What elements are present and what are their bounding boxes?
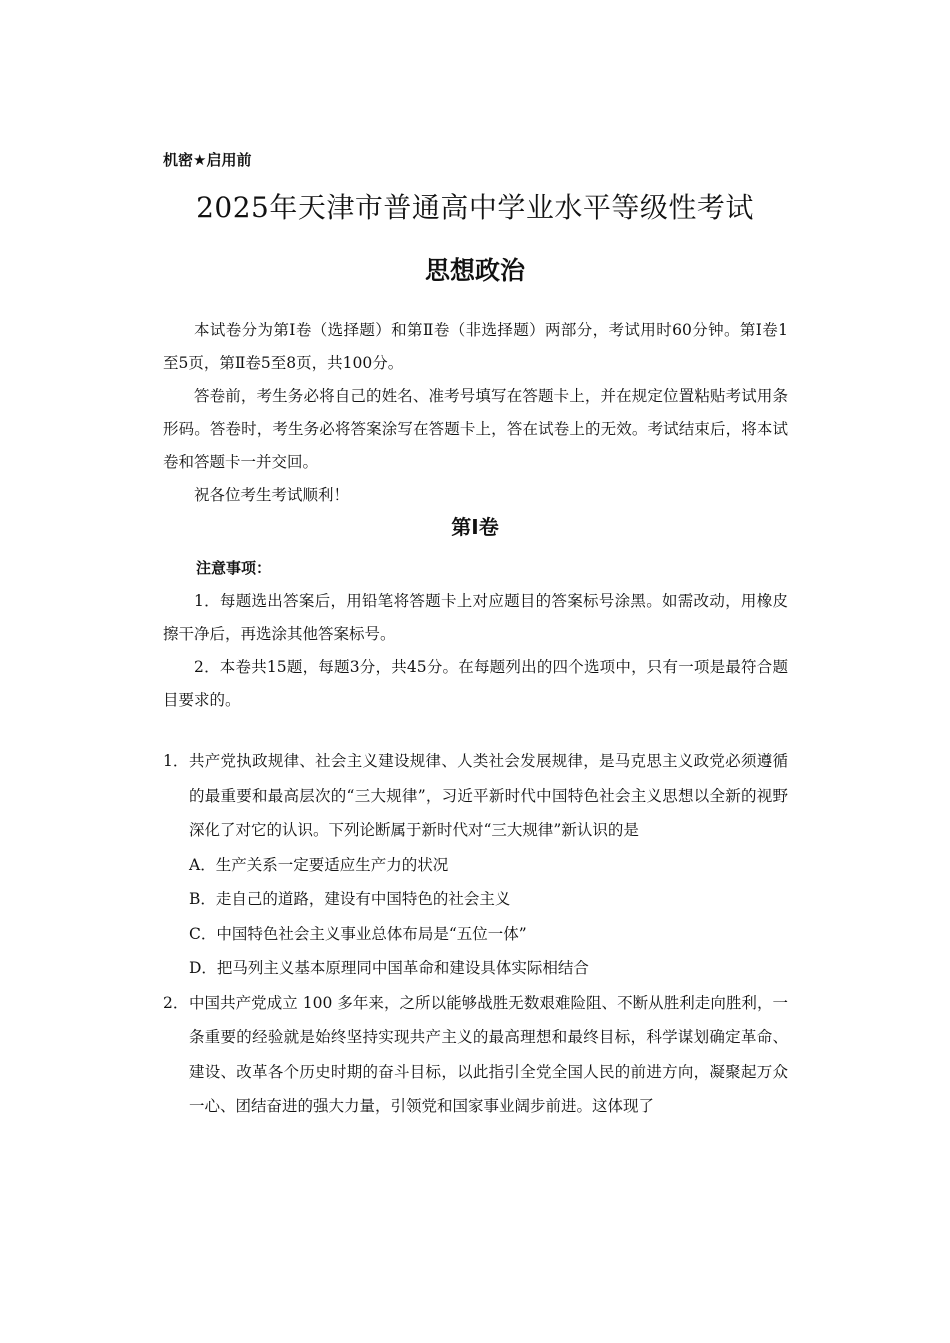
instruction-paragraph: 祝各位考生考试顺利！ [194, 486, 350, 504]
confidential-label: 机密★启用前 [163, 151, 252, 169]
question-stem: 共产党执政规律、社会主义建设规律、人类社会发展规律，是马克思主义政党必须遵循的最重要和最高层次的“三大规律”，习近平新时代中国特色社会主义思想以全新的视野深化了对它的认识。下列论断属于新时代对“三大规律”新认识的是 [189, 752, 788, 839]
question-1 [163, 744, 788, 986]
question-number: 1． [163, 752, 189, 770]
option-a: A．生产关系一定要适应生产力的状况 [189, 855, 449, 874]
notice-item: 1．每题选出答案后，用铅笔将答题卡上对应题目的答案标号涂黑。如需改动，用橡皮擦干净后，再选涂其他答案标号。 [163, 592, 788, 643]
option-c: C．中国特色社会主义事业总体布局是“五位一体” [189, 924, 527, 943]
exam-title: 2025年天津市普通高中学业水平等级性考试 [196, 191, 754, 224]
notice-item: 2．本卷共15题，每题3分，共45分。在每题列出的四个选项中，只有一项是最符合题目要求的。 [163, 658, 788, 709]
option-list [189, 848, 788, 986]
question-2 [163, 986, 788, 1124]
notice-section [163, 552, 788, 717]
instruction-paragraph: 本试卷分为第Ⅰ卷（选择题）和第Ⅱ卷（非选择题）两部分，考试用时60分钟。第Ⅰ卷1至5页，第Ⅱ卷5至8页，共100分。 [163, 321, 788, 372]
subject-title: 思想政治 [424, 256, 525, 285]
option-d: D．把马列主义基本原理同中国革命和建设具体实际相结合 [189, 959, 589, 977]
option-b: B．走自己的道路，建设有中国特色的社会主义 [189, 890, 511, 908]
instruction-paragraph: 答卷前，考生务必将自己的姓名、准考号填写在答题卡上，并在规定位置粘贴考试用条形码。答卷时，考生务必将答案涂写在答题卡上，答在试卷上的无效。考试结束后，将本试卷和答题卡一并交回。 [163, 387, 788, 471]
question-list [163, 744, 788, 1124]
question-number: 2． [163, 993, 189, 1012]
part-one-title: 第Ⅰ卷 [451, 515, 499, 539]
question-stem: 中国共产党成立 100 多年来，之所以能够战胜无数艰难险阻、不断从胜利走向胜利，一条重要的经验就是始终坚持实现共产主义的最高理想和最终目标，科学谋划确定革命、建设、改革各个历史时期的奋斗目标，以此指引全党全国人民的前进方向，凝聚起万众一心、团结奋进的强大力量，引领党和国家事业阔步前进。这体现了 [189, 993, 788, 1115]
notice-heading: 注意事项： [196, 559, 272, 577]
exam-instructions [163, 314, 788, 512]
